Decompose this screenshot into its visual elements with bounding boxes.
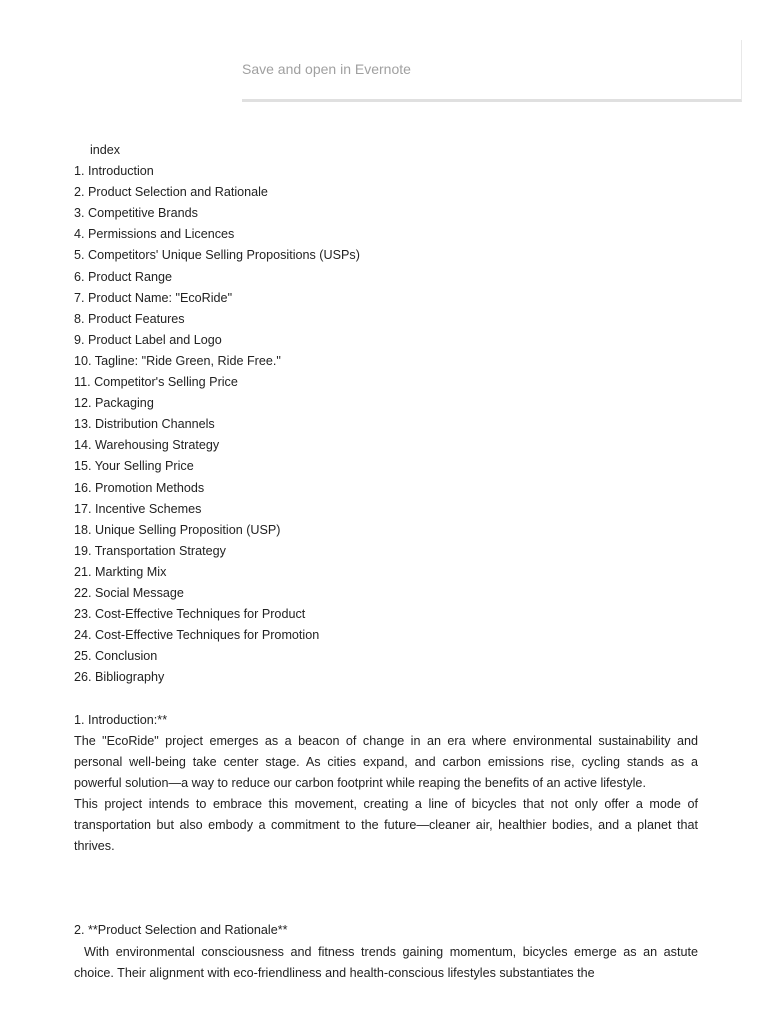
toc-item: 7. Product Name: "EcoRide" — [74, 290, 233, 305]
toc-item: 3. Competitive Brands — [74, 206, 198, 221]
toc-item: 24. Cost-Effective Techniques for Promotion — [74, 628, 320, 643]
toc-item: 5. Competitors' Unique Selling Propositions (USPs) — [74, 248, 360, 263]
index-title: index — [90, 143, 121, 157]
toc-item: 26. Bibliography — [74, 670, 165, 685]
section-2-heading: 2. **Product Selection and Rationale** — [74, 923, 288, 938]
toc-item: 1. Introduction — [74, 164, 154, 179]
toc-item: 13. Distribution Channels — [74, 417, 215, 432]
toc-item: 25. Conclusion — [74, 649, 158, 664]
toc-item: 9. Product Label and Logo — [74, 332, 222, 347]
toc-item: 8. Product Features — [74, 311, 185, 326]
toc-item: 11. Competitor's Selling Price — [74, 375, 238, 390]
toc-item: 10. Tagline: "Ride Green, Ride Free." — [74, 353, 281, 368]
toc-item: 23. Cost-Effective Techniques for Product — [74, 607, 306, 622]
toc-item: 15. Your Selling Price — [74, 459, 194, 474]
toc-item: 4. Permissions and Licences — [74, 227, 235, 242]
toc-item: 6. Product Range — [74, 269, 173, 284]
toc-item: 2. Product Selection and Rationale — [74, 185, 268, 200]
section-2-paragraph-1: With environmental consciousness and fitness trends gaining momentum, bicycles emerge as an astute choice. Their alignment with eco-friendliness and health-conscious lifestyles substantiates the — [74, 944, 698, 980]
toc-item: 18. Unique Selling Proposition (USP) — [74, 522, 281, 537]
document-body — [74, 140, 698, 984]
toc-item: 21. Markting Mix — [74, 564, 167, 579]
toc-item: 17. Incentive Schemes — [74, 501, 202, 516]
spacer — [74, 688, 698, 709]
save-to-evernote-link[interactable]: Save and open in Evernote — [242, 61, 411, 77]
section-1-paragraph-1: The "EcoRide" project emerges as a beacon of change in an era where environmental sustainability and personal well-being take center stage. As cities expand, and carbon emissions rise, cycling stands as a powerful solution—a way to reduce our carbon footprint while reaping the benefits of an active lifestyle. — [74, 733, 698, 790]
toc-item: 14. Warehousing Strategy — [74, 438, 220, 453]
toc-item: 16. Promotion Methods — [74, 480, 205, 495]
table-of-contents — [74, 161, 698, 688]
toc-item: 12. Packaging — [74, 396, 154, 411]
toc-item: 19. Transportation Strategy — [74, 543, 226, 558]
section-1-paragraph-2: This project intends to embrace this movement, creating a line of bicycles that not only offer a mode of transportation but also embody a commitment to the future—cleaner air, healthier bodies, and a planet that thrives. — [74, 796, 698, 854]
spacer — [74, 857, 698, 920]
toc-item: 22. Social Message — [74, 585, 184, 600]
section-1-heading: 1. Introduction:** — [74, 712, 168, 727]
evernote-save-bar — [242, 40, 742, 102]
